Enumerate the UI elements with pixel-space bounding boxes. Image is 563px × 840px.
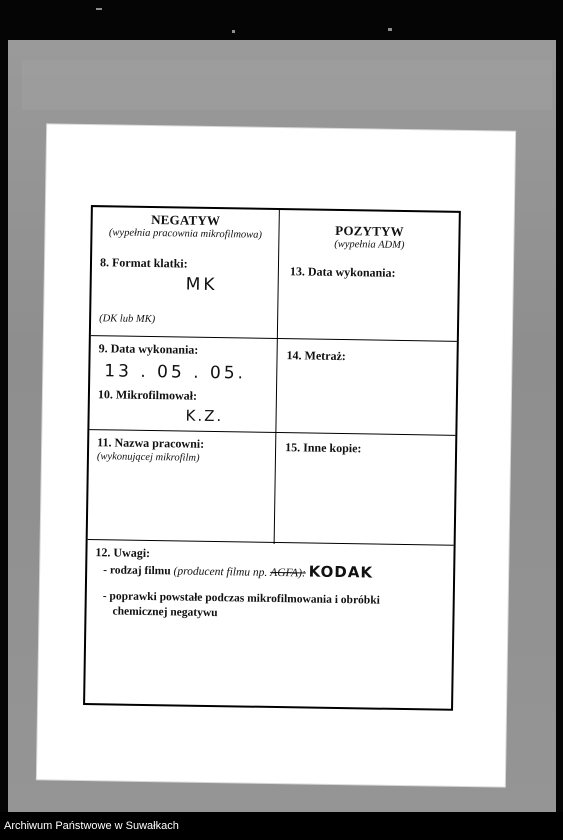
archive-name: Archiwum Państwowe w Suwałkach xyxy=(4,820,179,832)
negatyw-title: NEGATYW xyxy=(151,212,221,229)
row-divider xyxy=(91,335,457,342)
positive-date-label: 13. Data wykonania: xyxy=(289,264,396,280)
row-divider xyxy=(89,429,455,436)
lab-name-note: (wykonującej mikrofilm) xyxy=(96,451,200,464)
negative-date-label: 9. Data wykonania: xyxy=(98,341,199,357)
film-type-note: (producent filmu np. xyxy=(173,565,268,579)
scan-speck xyxy=(388,28,392,31)
film-type-struck: AGFA): xyxy=(270,566,306,580)
negative-date-value: 13 . 05 . 05. xyxy=(104,361,247,384)
remarks-label: 12. Uwagi: xyxy=(95,545,151,561)
film-type-prefix: - rodzaj filmu xyxy=(103,564,171,578)
filmed-by-label: 10. Mikrofilmował: xyxy=(97,387,198,403)
corrections-line-1: - poprawki powstałe podczas mikrofilmowania i obróbki xyxy=(102,590,380,607)
length-label: 14. Metraż: xyxy=(286,348,346,364)
filmed-by-value: K.Z. xyxy=(185,406,224,426)
other-copies-label: 15. Inne kopie: xyxy=(285,440,362,456)
column-divider xyxy=(274,210,280,544)
pozytyw-title: POZYTYW xyxy=(335,222,404,239)
archive-footer xyxy=(0,812,563,840)
lab-name-label: 11. Nazwa pracowni: xyxy=(97,435,205,451)
scan-speck xyxy=(96,8,102,10)
pozytyw-header xyxy=(280,222,458,252)
row-divider xyxy=(88,539,454,546)
format-note: (DK lub MK) xyxy=(99,313,156,326)
cardboard-texture xyxy=(22,60,552,110)
pozytyw-subtitle: (wypełnia ADM) xyxy=(334,238,405,251)
scan-speck xyxy=(232,30,235,33)
film-type-value: KODAK xyxy=(308,562,374,582)
microfilm-record-card xyxy=(37,124,515,786)
film-type-line xyxy=(103,561,443,583)
format-label: 8. Format klatki: xyxy=(99,255,188,271)
corrections-line-2: chemicznej negatywu xyxy=(112,605,218,620)
negatyw-subtitle: (wypełnia pracownia mikrofilmowa) xyxy=(108,227,263,241)
format-value: MK xyxy=(185,274,218,296)
form-table xyxy=(83,205,461,711)
negatyw-header xyxy=(92,211,278,241)
